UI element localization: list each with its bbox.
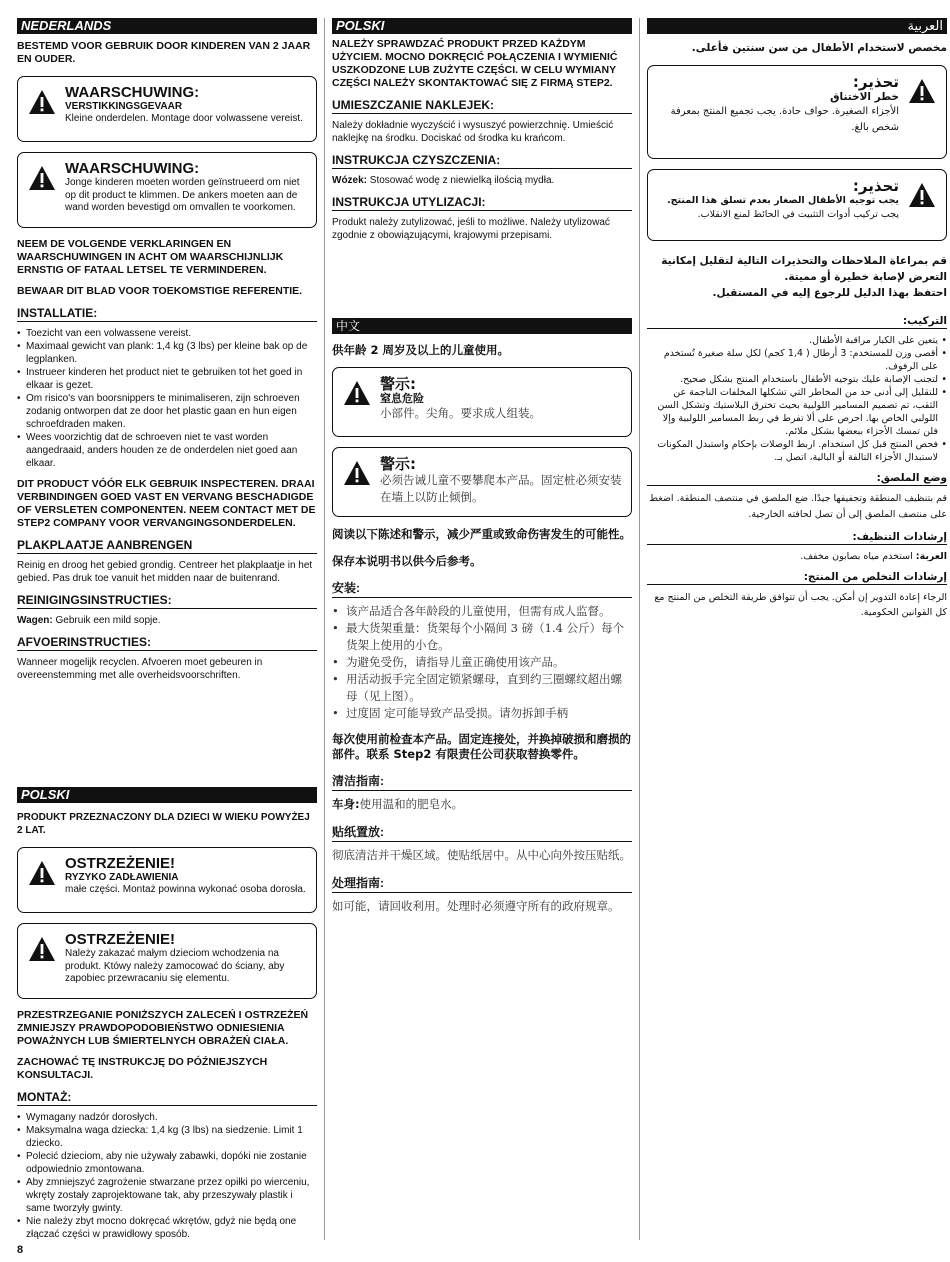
column-chinese bbox=[332, 318, 632, 915]
warning-title: تحذير: bbox=[852, 73, 899, 91]
cleaning-value: استخدم مياه بصابون مخفف. bbox=[800, 551, 916, 562]
cleaning-text bbox=[647, 550, 947, 563]
cleaning-label: 车身: bbox=[332, 797, 360, 811]
age-statement: PRODUKT PRZEZNACZONY DLA DZIECI W WIEKU POWYŻEJ 2 LAT. bbox=[17, 812, 310, 836]
language-header-dutch: NEDERLANDS bbox=[17, 18, 317, 34]
list-item: • Instrueer kinderen het product niet te gebruiken tot het goed in elkaar is gezet. bbox=[17, 366, 317, 392]
list-item: • Maximaal gewicht van plank: 1,4 kg (3 lbs) per kleine bak op de legplanken. bbox=[17, 340, 317, 366]
inspect-notice: DIT PRODUCT VÓÓR ELK GEBRUIK INSPECTEREN. DRAAI VERBINDINGEN GOED VAST EN VERVANG BESCHADIGDE OF VERSLETEN COMPONENTEN. NEEM CONTACT MET DE STEP2 COMPANY VOOR VERVANGINGSONDERDELEN. bbox=[17, 478, 316, 529]
section-heading-installation: 安装: bbox=[332, 579, 632, 598]
warning-triangle-icon bbox=[343, 460, 371, 486]
safety-notice: 阅读以下陈述和警示，减少严重或致命伤害发生的可能性。 bbox=[332, 527, 631, 541]
safety-notice: قم بمراعاة الملاحظات والتحذيرات التالية لتقليل إمكانية التعرض لإصابة خطيرة أو مميتة. bbox=[661, 255, 947, 283]
cleaning-value: Gebruik een mild sopje. bbox=[52, 615, 161, 626]
keep-notice: 保存本说明书以供今后参考。 bbox=[332, 554, 482, 568]
installation-list bbox=[17, 327, 317, 470]
list-item: • Toezicht van een volwassene vereist. bbox=[17, 327, 317, 340]
keep-notice: BEWAAR DIT BLAD VOOR TOEKOMSTIGE REFERENTIE. bbox=[17, 285, 303, 297]
list-item: • لتجنب الإصابة عليك بتوجيه الأطفال باستخدام المنتج بشكل صحيح. bbox=[647, 373, 947, 386]
warning-subtitle: VERSTIKKINGSGEVAAR bbox=[65, 101, 183, 112]
safety-notice: NEEM DE VOLGENDE VERKLARINGEN EN WAARSCHUWINGEN IN ACHT OM WAARSCHIJNLIJK ERNSTIG OF FATAAL LETSEL TE VERMINDEREN. bbox=[17, 238, 284, 276]
warning-subtitle: RYZYKO ZADŁAWIENIA bbox=[65, 872, 179, 883]
warning-text: Należy zakazać małym dzieciom wchodzenia na produkt. Któwy należy zamocować do ściany, aby zapobiec przewracaniu się elementu. bbox=[65, 948, 285, 984]
section-heading-decal: 贴纸置放: bbox=[332, 823, 632, 842]
list-item: • Wymagany nadzór dorosłych. bbox=[17, 1111, 317, 1124]
warning-text: يجب تركيب أدوات التثبيت في الحائط لمنع الانقلاب. bbox=[697, 209, 899, 220]
disposal-text: Wanneer mogelijk recyclen. Afvoeren moet gebeuren in overeenstemming met alle overheidsvoorschriften. bbox=[17, 657, 263, 681]
cleaning-text bbox=[17, 614, 317, 627]
disposal-text: Produkt należy zutylizować, jeśli to możliwe. Należy utylizować zgodnie z obowiązującymi, krajowymi przepisami. bbox=[332, 217, 610, 241]
section-heading-cleaning: INSTRUKCJA CZYSZCZENIA: bbox=[332, 153, 632, 169]
decal-text: Należy dokładnie wyczyścić i wysuszyć powierzchnię. Umieścić naklejkę na środku. Dociskać od środka ku krańcom. bbox=[332, 120, 614, 144]
warning-triangle-icon bbox=[908, 182, 936, 208]
warning-text: Jonge kinderen moeten worden geïnstrueerd om niet op dit product te klimmen. De ankers moeten aan de wand worden bevestigd om omvallen te voorkomen. bbox=[65, 177, 300, 213]
warning-box-choking bbox=[647, 65, 947, 159]
cleaning-label: العربة: bbox=[915, 551, 947, 562]
column-arabic bbox=[647, 18, 947, 620]
warning-text: małe części. Montaż powinna wykonać osoba dorosła. bbox=[65, 884, 306, 895]
list-item: • 该产品适合各年龄段的儿童使用，但需有成人监督。 bbox=[332, 603, 632, 620]
list-item: • 过度固 定可能导致产品受损。请勿拆卸手柄 bbox=[332, 705, 632, 722]
section-heading-installation: INSTALLATIE: bbox=[17, 306, 317, 322]
cleaning-label: Wagen: bbox=[17, 615, 53, 626]
cleaning-text bbox=[332, 796, 632, 813]
section-heading-decal: وضع الملصق: bbox=[647, 472, 947, 486]
safety-notice: PRZESTRZEGANIE PONIŻSZYCH ZALECEŃ I OSTRZEŻEŃ ZMNIEJSZY PRAWDOPODOBIEŃSTWO ODNIESIENIA POWAŻNYCH LUB ŚMIERTELNYCH OBRAŻEŃ CIAŁA. bbox=[17, 1009, 309, 1047]
disposal-text: 如可能，请回收利用。处理时必须遵守所有的政府规章。 bbox=[332, 899, 620, 913]
warning-triangle-icon bbox=[28, 165, 56, 191]
section-heading-decal: UMIESZCZANIE NAKLEJEK: bbox=[332, 98, 632, 114]
page-number: 8 bbox=[17, 1244, 24, 1256]
warning-triangle-icon bbox=[28, 936, 56, 962]
column-dutch-polish bbox=[17, 18, 317, 682]
disposal-text: الرجاء إعادة التدوير إن أمكن. يجب أن تتوافق طريقة التخلص من المنتج مع كل القوانين الحكومية. bbox=[654, 592, 947, 618]
section-heading-disposal: INSTRUKCJA UTYLIZACJI: bbox=[332, 195, 632, 211]
list-item: • Om risico's van boorsnippers te minimaliseren, zijn schroeven zodanig ontworpen dat ze door het plastic gaan en hun eigen schroefdraden maken. bbox=[17, 392, 317, 431]
list-item: • للتقليل إلى أدنى حد من المخاطر التي تشكلها المخلفات الناجمة عن الثقب، تم تصميم المسامير اللولبية بحيث تخترق البلاستيك وتشكل السن اللولبي الخاص بها. احرص على ألا تفرط في ربط المسامير اللولبية وإلا فلن تمسك الأجزاء ببعضها بشكل ملائم. bbox=[647, 386, 947, 438]
warning-box-climbing bbox=[647, 169, 947, 241]
section-heading-disposal: إرشادات التخلص من المنتج: bbox=[647, 571, 947, 585]
warning-box-climbing bbox=[332, 447, 632, 517]
warning-box-climbing bbox=[17, 923, 317, 999]
keep-notice: ZACHOWAĆ TĘ INSTRUKCJĘ DO PÓŹNIEJSZYCH KONSULTACJI. bbox=[17, 1056, 268, 1081]
warning-text: Kleine onderdelen. Montage door volwassene vereist. bbox=[65, 113, 303, 124]
warning-text: 小部件。尖角。要求成人组装。 bbox=[380, 406, 541, 420]
warning-triangle-icon bbox=[908, 78, 936, 104]
age-statement: مخصص لاستخدام الأطفال من سن سنتين فأعلى. bbox=[691, 42, 947, 54]
warning-subtitle: خطر الاختناق bbox=[830, 91, 899, 103]
column-divider bbox=[639, 18, 640, 1240]
list-item: • Nie należy zbyt mocno dokręcać wkrętów, gdyż nie będą one złączać części w prawidłowy sposób. bbox=[17, 1215, 317, 1241]
installation-list bbox=[647, 334, 947, 464]
keep-notice: احتفظ بهذا الدليل للرجوع إليه في المستقبل. bbox=[712, 287, 947, 299]
warning-title: 警示: bbox=[380, 375, 416, 393]
list-item: • فحص المنتج قبل كل استخدام. اربط الوصلات بإحكام واستبدل المكونات لاستبدال الأجزاء التالفة أو البالية، اتصل بـ. bbox=[647, 438, 947, 464]
warning-subtitle: 窒息危险 bbox=[380, 393, 424, 405]
section-heading-disposal: 处理指南: bbox=[332, 874, 632, 893]
decal-text: Reinig en droog het gebied grondig. Centreer het plakplaatje in het gebied. Pas druk toe vanuit het midden naar de buitenrand. bbox=[17, 560, 313, 584]
warning-text: الأجزاء الصغيرة. حواف حادة. يجب تجميع المنتج بمعرفة شخص بالغ. bbox=[670, 106, 899, 133]
list-item: • Aby zmniejszyć zagrożenie stwarzane przez opiłki po wierceniu, wkręty zostały zaprojektowane tak, aby przeszywały plastik i same tworzyły gwinty. bbox=[17, 1176, 317, 1215]
warning-title: تحذير: bbox=[852, 177, 899, 195]
language-header-polish: POLSKI bbox=[332, 18, 632, 34]
warning-title: 警示: bbox=[380, 455, 416, 473]
cleaning-label: Wózek: bbox=[332, 175, 367, 186]
section-heading-cleaning: REINIGINGSINSTRUCTIES: bbox=[17, 593, 317, 609]
warning-triangle-icon bbox=[343, 380, 371, 406]
cleaning-value: 使用温和的肥皂水。 bbox=[359, 797, 464, 811]
list-item: • Wees voorzichtig dat de schroeven niet te vast worden aangedraaid, anders houden ze de onderdelen niet goed aan elkaar. bbox=[17, 431, 317, 470]
cleaning-value: Stosować wodę z niewielką ilością mydła. bbox=[367, 175, 555, 186]
section-heading-cleaning: 清洁指南: bbox=[332, 772, 632, 791]
list-item: • Maksymalna waga dziecka: 1,4 kg (3 lbs) na siedzenie. Limit 1 dziecko. bbox=[17, 1124, 317, 1150]
column-divider bbox=[324, 18, 325, 1240]
list-item: • Polecić dzieciom, aby nie używały zabawki, dopóki nie zostanie odpowiednio zmontowana. bbox=[17, 1150, 317, 1176]
list-item: • أقصى وزن للمستخدم: 3 أرطال ( 1,4 كجم) لكل سلة صغيرة تُستخدم على الرفوف. bbox=[647, 347, 947, 373]
inspect-notice: 每次使用前检查本产品。固定连接处，并换掉破损和磨损的部件。联系 Step2 有限责任公司获取替换零件。 bbox=[332, 732, 631, 761]
list-item: • 最大货架重量：货架每个小隔间 3 磅（1.4 公斤）每个货架上使用的小仓。 bbox=[332, 620, 632, 654]
warning-title: OSTRZEŻENIE! bbox=[65, 855, 176, 872]
list-item: • 用活动扳手完全固定锁紧螺母，直到约三圈螺纹超出螺母（见上图）。 bbox=[332, 671, 632, 705]
warning-box-climbing bbox=[17, 152, 317, 228]
section-heading-disposal: AFVOERINSTRUCTIES: bbox=[17, 635, 317, 651]
warning-box-choking bbox=[17, 76, 317, 142]
decal-text: 彻底清洁并干燥区域。使贴纸居中。从中心向外按压贴纸。 bbox=[332, 848, 631, 862]
section-heading-decal: PLAKPLAATJE AANBRENGEN bbox=[17, 538, 317, 554]
cleaning-text bbox=[332, 174, 632, 187]
list-item: • 为避免受伤，请指导儿童正确使用该产品。 bbox=[332, 654, 632, 671]
age-statement: 供年龄 2 周岁及以上的儿童使用。 bbox=[332, 343, 510, 357]
language-header-polish: POLSKI bbox=[17, 787, 317, 803]
warning-triangle-icon bbox=[28, 89, 56, 115]
installation-list bbox=[332, 603, 632, 722]
assembly-list bbox=[17, 1111, 317, 1241]
column-polish-part1 bbox=[17, 787, 317, 1241]
section-heading-cleaning: إرشادات التنظيف: bbox=[647, 531, 947, 545]
language-header-arabic: العربية bbox=[647, 18, 947, 34]
warning-title: WAARSCHUWING: bbox=[65, 160, 200, 177]
warning-text: 必须告诫儿童不要攀爬本产品。固定桩必须安装在墙上以防止倾倒。 bbox=[380, 473, 622, 504]
warning-box-choking bbox=[17, 847, 317, 913]
column-polish-part2 bbox=[332, 18, 632, 242]
warning-triangle-icon bbox=[28, 860, 56, 886]
warning-subtitle: يجب توجيه الأطفال الصغار بعدم تسلق هذا المنتج. bbox=[667, 195, 899, 206]
age-statement: BESTEMD VOOR GEBRUIK DOOR KINDEREN VAN 2 JAAR EN OUDER. bbox=[17, 40, 311, 65]
list-item: • يتعين على الكبار مراقبة الأطفال. bbox=[647, 334, 947, 347]
warning-box-choking bbox=[332, 367, 632, 437]
section-heading-installation: التركيب: bbox=[647, 315, 947, 329]
language-header-chinese: 中文 bbox=[332, 318, 632, 334]
decal-text: قم بتنظيف المنطقة وتجفيفها جيدًا. ضع الملصق في منتصف المنطقة. اضغط على منتصف الملصق إلى أن تصل لحافته الخارجية. bbox=[649, 493, 947, 520]
section-heading-assembly: MONTAŻ: bbox=[17, 1090, 317, 1106]
warning-title: WAARSCHUWING: bbox=[65, 84, 200, 101]
warning-title: OSTRZEŻENIE! bbox=[65, 931, 176, 948]
inspect-notice: NALEŻY SPRAWDZAĆ PRODUKT PRZED KAŻDYM UŻYCIEM. MOCNO DOKRĘCIĆ POŁĄCZENIA I WYMIENIĆ USZKODZONE LUB ZUŻYTE CZĘŚCI. W CELU WYMIANY CZĘŚCI NALEŻY SKONTAKTOWAĆ SIĘ Z FIRMĄ STEP2. bbox=[332, 38, 618, 89]
